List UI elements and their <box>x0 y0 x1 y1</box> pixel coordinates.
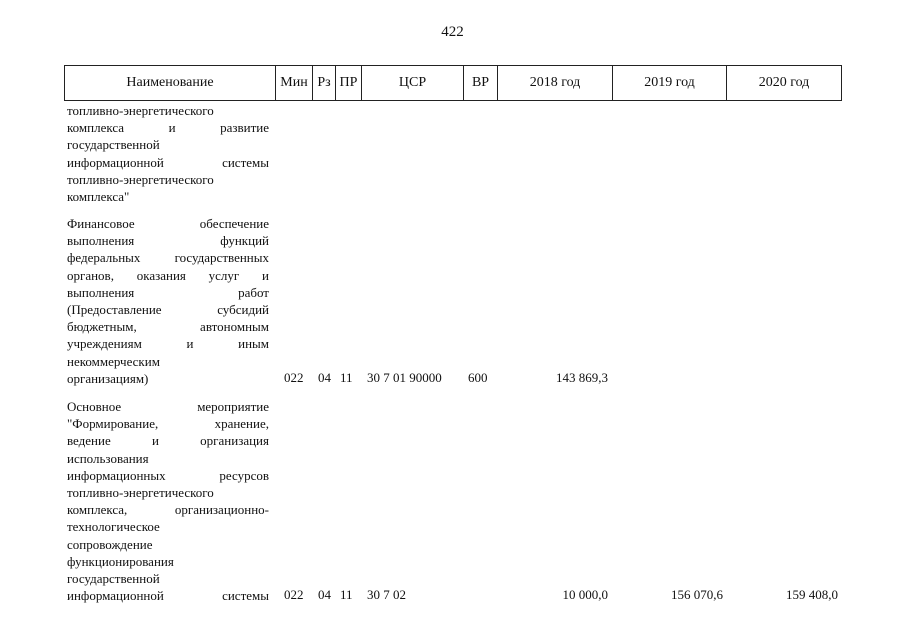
cell-rz: 04 <box>318 587 331 603</box>
word: и <box>168 120 176 136</box>
word: услуг <box>208 267 240 283</box>
word: развитие <box>220 120 269 136</box>
word: организационно- <box>174 502 269 518</box>
header-csr: ЦСР <box>361 65 464 101</box>
header-2019: 2019 год <box>612 65 727 101</box>
word: учреждениям <box>67 336 142 352</box>
word: оказания <box>136 267 186 283</box>
word: организациям) <box>67 370 149 386</box>
word: и <box>262 267 269 283</box>
word: функций <box>220 233 269 249</box>
cell-min: 022 <box>284 369 304 385</box>
word: субсидий <box>217 301 269 317</box>
word: государственной <box>67 137 160 153</box>
word: бюджетным, <box>67 319 137 335</box>
text-line <box>67 188 269 205</box>
word: работ <box>238 284 269 300</box>
word: федеральных <box>67 250 141 266</box>
word: организация <box>200 433 269 449</box>
text-line <box>67 570 269 587</box>
word: информационной <box>67 154 164 170</box>
word: выполнения <box>67 284 135 300</box>
text-line <box>67 102 269 119</box>
text-line <box>67 318 269 335</box>
cell-y2018: 143 869,3 <box>556 369 608 385</box>
cell-y2018: 10 000,0 <box>562 587 608 603</box>
word: некоммерческим <box>67 353 160 369</box>
text-line <box>67 398 269 415</box>
word: информационной <box>67 588 164 604</box>
cell-min: 022 <box>284 587 304 603</box>
word: сопровождение <box>67 536 153 552</box>
word: выполнения <box>67 233 135 249</box>
word: информационных <box>67 467 166 483</box>
header-vr: ВР <box>463 65 498 101</box>
cell-pr: 11 <box>340 587 353 603</box>
page-number: 422 <box>441 24 464 40</box>
row-name <box>67 398 269 604</box>
cell-csr: 30 7 02 <box>367 587 406 603</box>
text-line <box>67 171 269 188</box>
text-line <box>67 335 269 352</box>
word: органов, <box>67 267 114 283</box>
text-line <box>67 301 269 318</box>
header-name: Наименование <box>64 65 276 101</box>
text-line <box>67 267 269 284</box>
word: и <box>151 433 159 449</box>
row-name <box>67 102 269 205</box>
word: и <box>186 336 194 352</box>
word: (Предоставление <box>67 301 162 317</box>
word: комплекса <box>67 120 125 136</box>
word: "Формирование, <box>67 416 159 432</box>
text-line <box>67 232 269 249</box>
header-min: Мин <box>275 65 313 101</box>
word: использования <box>67 450 149 466</box>
word: комплекса" <box>67 188 130 204</box>
word: технологическое <box>67 519 160 535</box>
cell-vr: 600 <box>468 369 488 385</box>
text-line <box>67 536 269 553</box>
text-line <box>67 284 269 301</box>
text-line <box>67 501 269 518</box>
word: Финансовое <box>67 216 135 231</box>
word: иным <box>238 336 269 352</box>
header-2020: 2020 год <box>726 65 842 101</box>
text-line <box>67 215 269 232</box>
text-line <box>67 587 269 604</box>
word: системы <box>222 154 269 170</box>
word: хранение, <box>214 416 269 432</box>
header-2018: 2018 год <box>497 65 613 101</box>
text-line <box>67 484 269 501</box>
text-line <box>67 553 269 570</box>
word: автономным <box>200 319 269 335</box>
header-pr: ПР <box>335 65 362 101</box>
text-line <box>67 467 269 484</box>
text-line <box>67 370 269 387</box>
row-name <box>67 215 269 387</box>
text-line <box>67 432 269 449</box>
text-line <box>67 450 269 467</box>
word: государственной <box>67 570 160 586</box>
word: мероприятие <box>197 399 269 414</box>
text-line <box>67 136 269 153</box>
text-line <box>67 154 269 171</box>
word: топливно-энергетического <box>67 171 214 187</box>
word: системы <box>222 588 269 604</box>
word: топливно-энергетического <box>67 103 214 118</box>
text-line <box>67 249 269 266</box>
word: топливно-энергетического <box>67 484 214 500</box>
header-rz: Рз <box>312 65 336 101</box>
text-line <box>67 353 269 370</box>
text-line <box>67 415 269 432</box>
word: Основное <box>67 399 122 414</box>
cell-rz: 04 <box>318 369 331 385</box>
word: ресурсов <box>219 467 269 483</box>
cell-pr: 11 <box>340 369 353 385</box>
text-line <box>67 518 269 535</box>
word: обеспечение <box>199 216 269 231</box>
text-line <box>67 119 269 136</box>
word: ведение <box>67 433 111 449</box>
word: функционирования <box>67 553 174 569</box>
cell-y2019: 156 070,6 <box>671 587 723 603</box>
cell-y2020: 159 408,0 <box>786 587 838 603</box>
word: комплекса, <box>67 502 128 518</box>
word: государственных <box>174 250 269 266</box>
cell-csr: 30 7 01 90000 <box>367 369 442 385</box>
